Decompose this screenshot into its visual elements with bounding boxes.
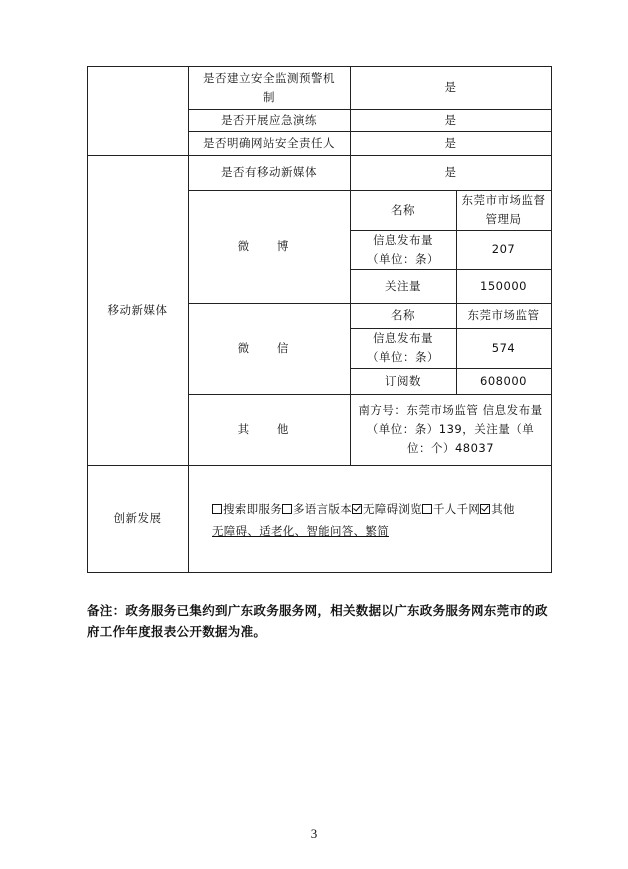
checkbox-search-as-service[interactable] [212,504,222,514]
innovation-other-text: 无障碍、适老化、智能问答、繁简 [212,524,389,538]
emergency-drill-value: 是 [444,112,457,127]
checkbox-accessible-browsing[interactable] [352,504,362,514]
option-multilingual[interactable]: 多语言版本 [282,502,352,516]
security-monitoring-value: 是 [444,80,457,94]
wechat-subscribers-label: 订阅数 [385,373,421,388]
footnote: 备注：政务服务已集约到广东政务服务网，相关数据以广东政务服务网东莞市的政府工作年度报表公开数据为准。 [87,603,548,639]
checkbox-personalized-sites[interactable] [422,504,432,514]
mobile-media-section-label: 移动新媒体 [107,302,168,317]
checkbox-multilingual[interactable] [282,504,292,514]
wechat-label: 微 信 [237,341,301,355]
weibo-posts-value: 207 [491,242,516,256]
weibo-followers-value: 150000 [480,278,527,293]
security-monitoring-label: 是否建立安全监测预警机制 [203,70,335,104]
weibo-name-label: 名称 [391,202,415,217]
innovation-section-label: 创新发展 [113,511,162,525]
wechat-subscribers-value: 608000 [480,373,527,388]
other-media-text: 南方号：东莞市场监管 信息发布量（单位：条）139，关注量（单位：个）48037 [358,403,543,455]
wechat-posts-value: 574 [491,340,516,355]
security-owner-value: 是 [444,135,457,150]
page-number: 3 [310,826,318,841]
weibo-posts-label: 信息发布量（单位：条） [367,232,439,266]
weibo-label: 微 博 [237,239,301,253]
wechat-name-label: 名称 [391,308,415,322]
option-other[interactable]: 其他 [480,502,515,516]
weibo-name-value: 东莞市市场监督管理局 [461,193,546,226]
wechat-name-value: 东莞市场监管 [467,308,540,322]
checkbox-other[interactable] [480,504,490,514]
security-owner-label: 是否明确网站安全责任人 [203,135,335,150]
wechat-posts-label: 信息发布量（单位：条） [367,331,439,364]
option-search-as-service[interactable]: 搜索即服务 [212,502,282,516]
other-media-label: 其 他 [237,422,301,436]
innovation-options [212,498,548,542]
has-mobile-media-value: 是 [444,165,457,179]
has-mobile-media-label: 是否有移动新媒体 [221,165,317,179]
option-personalized-sites[interactable]: 千人千网 [422,502,480,516]
option-accessible-browsing[interactable]: 无障碍浏览 [352,502,422,516]
weibo-followers-label: 关注量 [385,278,421,293]
emergency-drill-label: 是否开展应急演练 [221,112,317,127]
